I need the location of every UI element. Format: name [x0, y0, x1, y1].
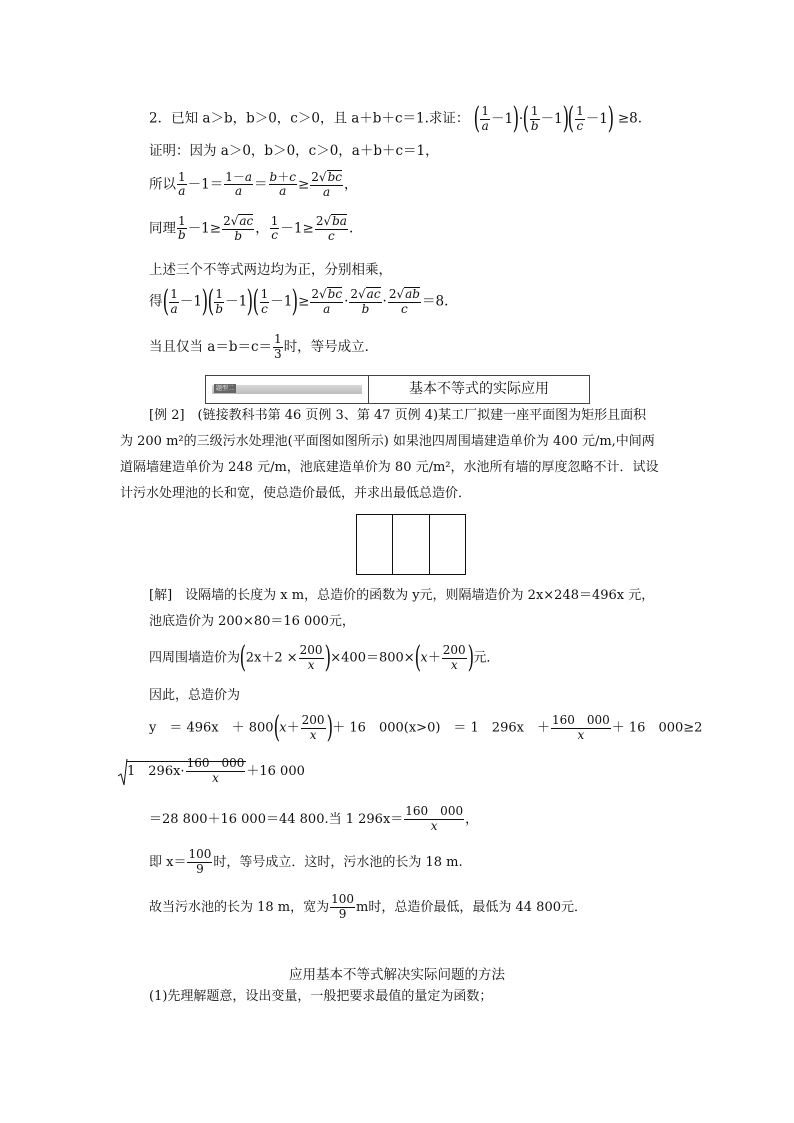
proof-line-2: 所以 $\frac{1}{a}$ －1＝ $\frac{1-a}{a}$ ＝ $\frac{b+c}{a}$ ≥ $\frac{2√bc}{a}$ ，: [149, 169, 358, 199]
problem-tail: ≥8.: [617, 110, 643, 127]
example-2-line-3: 道隔墙建造单价为 248 元/m，池底建造单价为 80 元/m²，水池所有墙的厚度忽略不计．试设: [120, 460, 659, 475]
solution-line-6: 1 296x· $\frac{160 000}{x}$ ＋16 000: [127, 756, 305, 785]
proof-line-4: 上述三个不等式两边均为正，分别相乘，: [149, 262, 392, 278]
proof-line-3: 同理 $\frac{1}{b}$ －1≥ $\frac{2√ac}{b}$ ， $\frac{1}{c}$ －1≥ $\frac{2√ba}{c}$ .: [149, 213, 354, 243]
problem-number: 2．已知: [149, 110, 199, 127]
solution-line-3: 四周围墙造价为(2x＋2 × $\frac{200}{x}$ )×400＝800×(x＋ $\frac{200}{x}$ )元．: [149, 640, 500, 675]
solution-line-7: ＝28 800＋16 000＝44 800.当 1 296x＝ $\frac{160 000}{x}$ ，: [149, 804, 479, 833]
pool-tank-2: [393, 515, 429, 574]
proof-line-5: 得( $\frac{1}{a}$ －1)( $\frac{1}{b}$ －1)( $\frac{1}{c}$ －1)≥ $\frac{2√bc}{a}$ · $\frac{2√ac}{b}$ · $\frac{2√ab}{c}$ ＝8.: [149, 284, 449, 319]
problem-2-statement: [149, 101, 643, 136]
pool-floor-plan-diagram: [356, 514, 466, 575]
method-step-1: (1)先理解题意，设出变量，一般把要求最值的量定为函数；: [149, 989, 493, 1004]
section-heading: [205, 375, 590, 404]
section-tab-label: 题型二: [216, 385, 235, 392]
proof-line-6: 当且仅当 a＝b＝c＝ $\frac{1}{3}$ 时，等号成立．: [149, 332, 379, 361]
method-title: 应用基本不等式解决实际问题的方法: [289, 967, 505, 983]
solution-line-8: 即 x＝ $\frac{100}{9}$ 时，等号成立．这时，污水池的长为 18 m.: [149, 847, 463, 876]
pool-tank-1: [357, 515, 393, 574]
pool-tank-3: [430, 515, 465, 574]
solution-line-4: 因此，总造价为: [149, 688, 241, 703]
proof-line-1: 证明：因为 a＞0，b＞0，c＞0，a＋b＋c＝1，: [149, 143, 439, 159]
solution-line-1: [解] 设隔墙的长度为 x m，总造价的函数为 y元，则隔墙造价为 2x×248＝496x 元，: [149, 588, 655, 603]
solution-line-9: 故当污水池的长为 18 m，宽为 $\frac{100}{9}$ m时，总造价最低，最低为 44 800元．: [149, 892, 587, 921]
example-2-line-4: 计污水处理池的长和宽，使总造价最低，并求出最低总造价．: [120, 486, 472, 501]
problem-condition: a＞b，b＞0，c＞0，且 a＋b＋c＝1.求证：: [202, 110, 470, 127]
solution-line-2: 池底造价为 200×80＝16 000元，: [149, 614, 355, 629]
section-title: 基本不等式的实际应用: [409, 381, 549, 397]
section-tab: [206, 376, 369, 403]
solution-line-5: y ＝ 496x ＋ 800(x＋ $\frac{200}{x}$ )＋ 16 000(x>0) ＝ 1 296x ＋ $\frac{160 000}{x}$ ＋ 16 000≥2: [149, 710, 703, 745]
product-expression: ( $\frac{1}{a}$ －1)·( $\frac{1}{b}$ －1)( $\frac{1}{c}$ －1): [473, 101, 614, 136]
example-2-line-2: 为 200 m²的三级污水处理池(平面图如图所示) 如果池四周围墙建造单价为 400 元/m,中间两: [120, 434, 655, 449]
example-2-line-1: [例 2] (链接教科书第 46 页例 3、第 47 页例 4)某工厂拟建一座平面图为矩形且面积: [149, 408, 647, 423]
